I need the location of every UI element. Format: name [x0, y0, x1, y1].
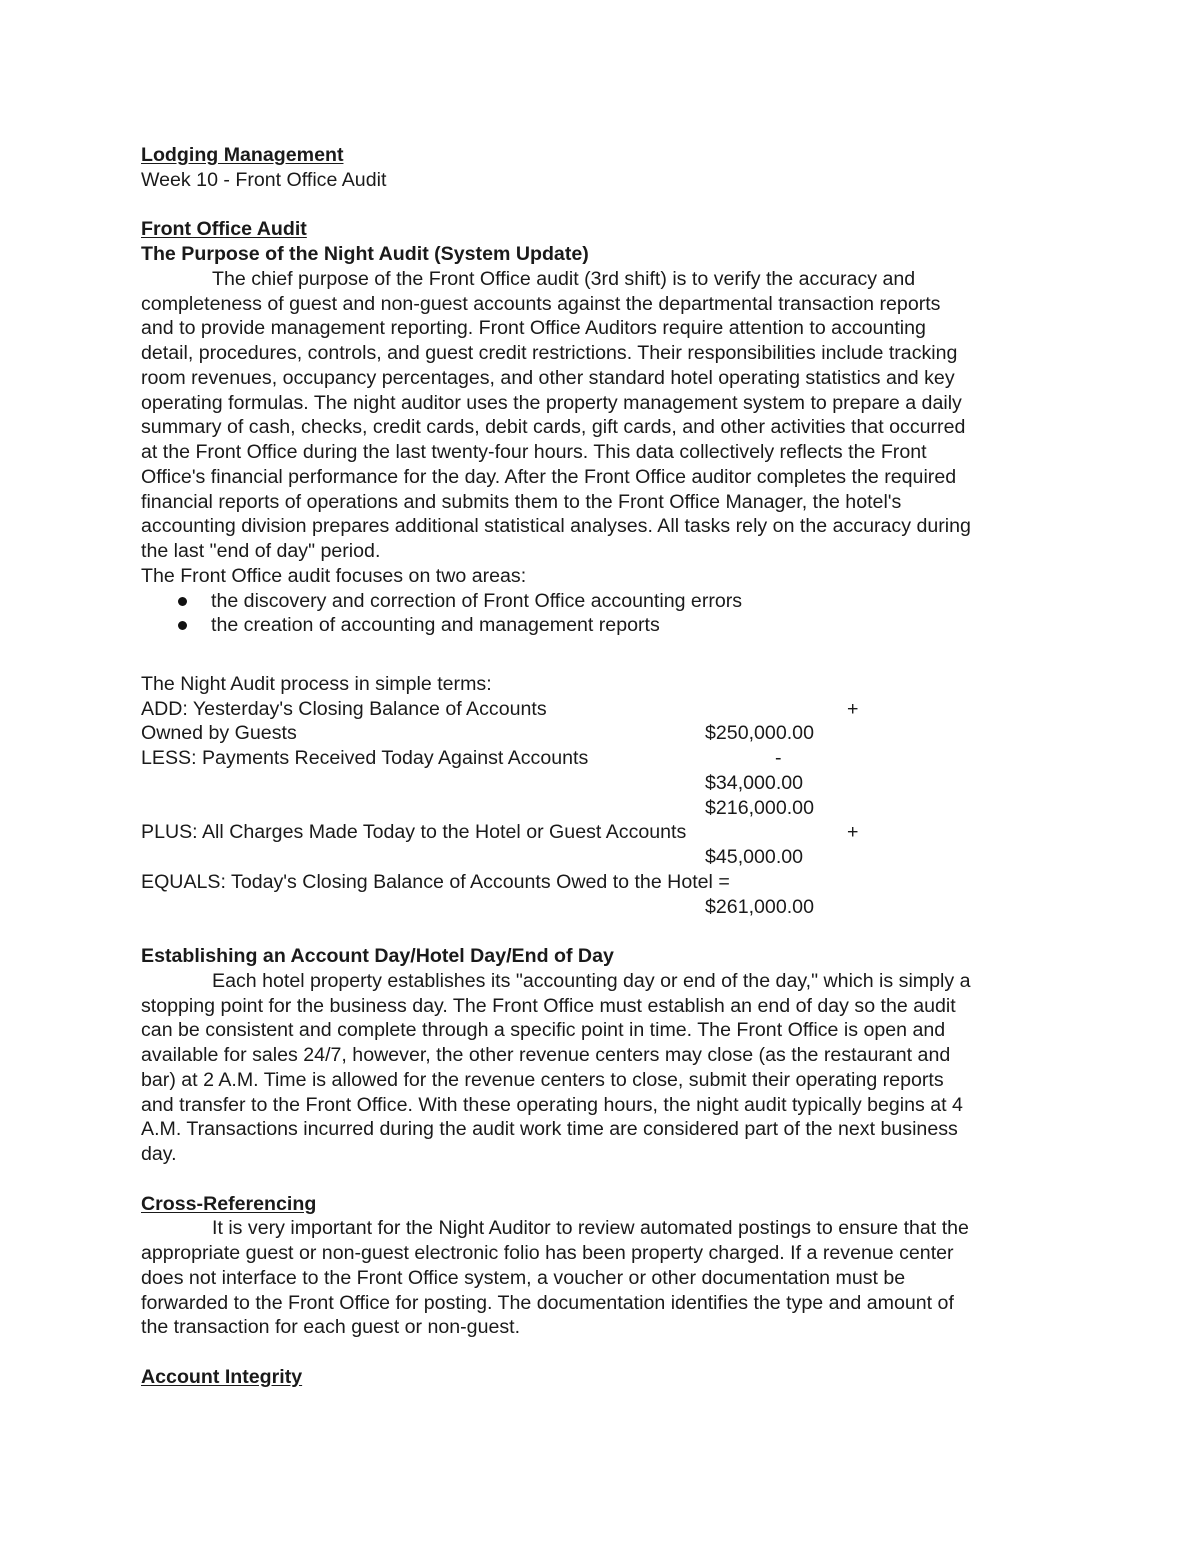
- calc-plus-sign: +: [847, 821, 859, 844]
- purpose-paragraph: [141, 267, 1061, 564]
- paragraph-line: can be consistent and complete through a specific point in time. The Front Office is open and: [141, 1019, 946, 1042]
- calc-add-label: ADD: Yesterday's Closing Balance of Accounts: [141, 697, 547, 720]
- paragraph-line: stopping point for the business day. The Front Office must establish an end of day so the audit: [141, 994, 956, 1017]
- section-heading-account-day: Establishing an Account Day/Hotel Day/End of Day: [141, 945, 614, 967]
- paragraph-line: room revenues, occupancy percentages, and other standard hotel operating statistics and key: [141, 366, 955, 389]
- section-heading-front-office-audit: Front Office Audit: [141, 218, 307, 241]
- calc-add-label-cont: Owned by Guests: [141, 722, 297, 745]
- paragraph-line: the transaction for each guest or non-guest.: [141, 1316, 521, 1339]
- paragraph-line: summary of cash, checks, credit cards, debit cards, gift cards, and other activities that occurred: [141, 416, 966, 439]
- calc-equals-label: EQUALS: Today's Closing Balance of Accounts Owed to the Hotel =: [141, 870, 730, 893]
- list-item: the creation of accounting and management reports: [141, 613, 1061, 638]
- spacer: [141, 1167, 1061, 1192]
- paragraph-line: accounting division prepares additional statistical analyses. All tasks rely on the accuracy during: [141, 515, 971, 538]
- paragraph-line: The chief purpose of the Front Office audit (3rd shift) is to verify the accuracy and: [212, 267, 916, 290]
- paragraph-line: day.: [141, 1143, 177, 1165]
- calc-less-sign: -: [775, 747, 782, 769]
- paragraph-line: operating formulas. The night auditor uses the property management system to prepare a daily: [141, 391, 962, 414]
- section-subheading-purpose: The Purpose of the Night Audit (System Update): [141, 243, 589, 265]
- spacer: [141, 919, 1061, 944]
- account-day-paragraph: [141, 969, 1061, 1167]
- bullet-icon: [178, 621, 187, 630]
- spacer: [141, 1340, 1061, 1365]
- focus-intro: The Front Office audit focuses on two areas:: [141, 564, 527, 587]
- calc-less-label: LESS: Payments Received Today Against Accounts: [141, 747, 589, 769]
- section-heading-cross-referencing: Cross-Referencing: [141, 1192, 317, 1215]
- spacer: [141, 193, 1061, 218]
- paragraph-line: completeness of guest and non-guest accounts against the departmental transaction reports: [141, 292, 941, 315]
- cross-referencing-paragraph: [141, 1216, 1061, 1340]
- calc-plus-label: PLUS: All Charges Made Today to the Hotel or Guest Accounts: [141, 821, 687, 844]
- paragraph-line: at the Front Office during the last twenty-four hours. This data collectively reflects the Front: [141, 441, 927, 463]
- paragraph-line: forwarded to the Front Office for posting. The documentation identifies the type and amount of: [141, 1291, 954, 1314]
- list-item: the discovery and correction of Front Office accounting errors: [141, 589, 1061, 614]
- night-audit-calculation: [141, 672, 881, 920]
- bullet-icon: [178, 597, 187, 606]
- paragraph-line: appropriate guest or non-guest electronic folio has been property charged. If a revenue center: [141, 1242, 954, 1264]
- paragraph-line: A.M. Transactions incurred during the audit work time are considered part of the next business: [141, 1118, 958, 1141]
- paragraph-line: Each hotel property establishes its "accounting day or end of the day," which is simply a: [212, 969, 971, 992]
- paragraph-line: detail, procedures, controls, and guest credit restrictions. Their responsibilities include tracking: [141, 342, 958, 364]
- document-title: Lodging Management: [141, 144, 344, 166]
- document-subtitle: Week 10 - Front Office Audit: [141, 168, 387, 191]
- paragraph-line: and to provide management reporting. Front Office Auditors require attention to accounting: [141, 317, 926, 340]
- paragraph-line: Office's financial performance for the day. After the Front Office auditor completes the required: [141, 465, 957, 488]
- spacer: [141, 638, 1061, 663]
- paragraph-line: bar) at 2 A.M. Time is allowed for the revenue centers to close, submit their operating reports: [141, 1068, 944, 1091]
- calc-less-amount: $34,000.00: [705, 771, 804, 794]
- section-heading-account-integrity: Account Integrity: [141, 1365, 303, 1388]
- paragraph-line: does not interface to the Front Office system, a voucher or other documentation must be: [141, 1266, 906, 1289]
- paragraph-line: the last "end of day" period.: [141, 540, 381, 562]
- focus-bullet-list: [141, 589, 1061, 639]
- calc-intro: The Night Audit process in simple terms:: [141, 672, 492, 695]
- calc-plus-amount: $45,000.00: [705, 846, 804, 868]
- calc-add-sign: +: [847, 697, 859, 720]
- paragraph-line: available for sales 24/7, however, the other revenue centers may close (as the restaurant and: [141, 1044, 951, 1066]
- paragraph-line: and transfer to the Front Office. With these operating hours, the night audit typically begins at 4: [141, 1093, 963, 1116]
- paragraph-line: It is very important for the Night Auditor to review automated postings to ensure that the: [212, 1217, 969, 1240]
- calc-equals-amount: $261,000.00: [705, 895, 814, 918]
- paragraph-line: financial reports of operations and submits them to the Front Office Manager, the hotel's: [141, 490, 902, 513]
- calc-add-amount: $250,000.00: [705, 722, 814, 745]
- document-page: [141, 143, 1061, 1390]
- spacer: [141, 663, 1061, 672]
- calc-subtotal: $216,000.00: [705, 796, 814, 819]
